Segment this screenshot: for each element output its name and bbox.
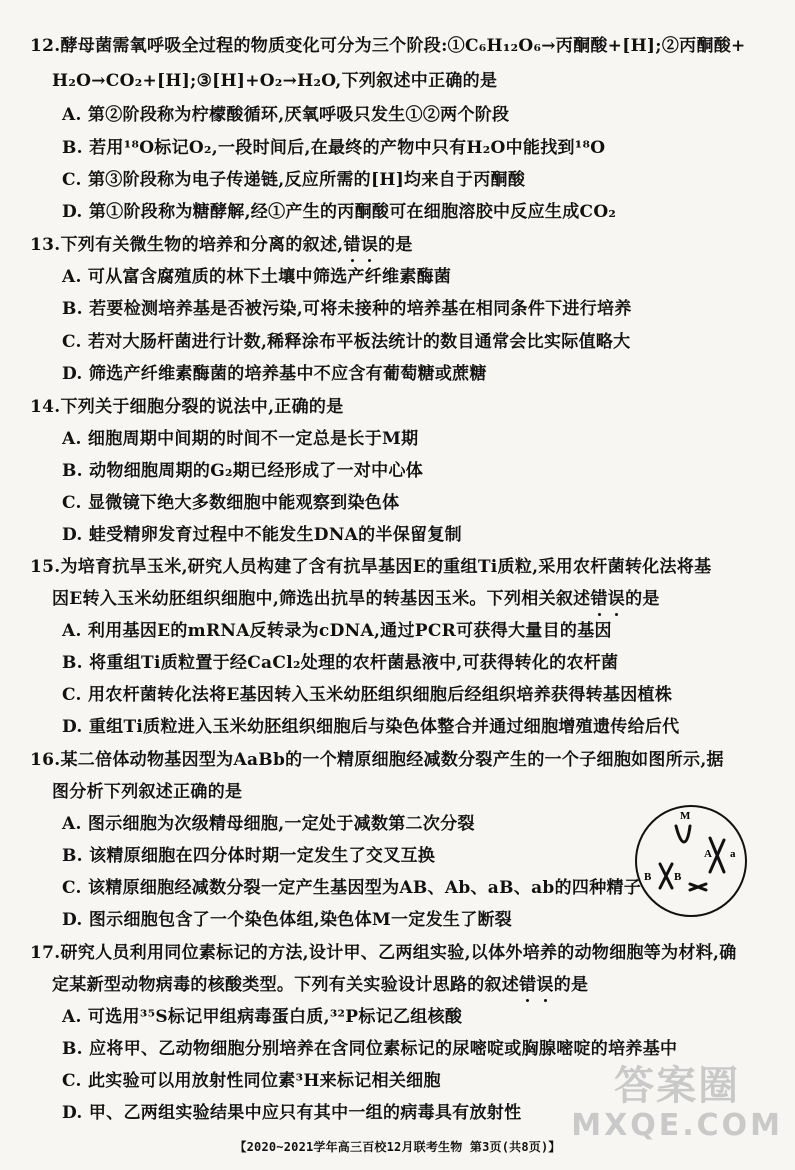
q12-stem-line2: H₂O→CO₂+[H];③[H]+O₂→H₂O,下列叙述中正确的是 [52, 71, 498, 91]
q16-option-d: D. 图示细胞包含了一个染色体组,染色体M一定发生了断裂 [62, 910, 513, 930]
q17-option-a: A. 可选用³⁵S标记甲组病毒蛋白质,³²P标记乙组核酸 [62, 1007, 463, 1027]
label-b-right: B [674, 871, 682, 883]
q13-stem-end: 的是 [378, 235, 413, 255]
q14-option-b: B. 动物细胞周期的G₂期已经形成了一对中心体 [62, 461, 424, 481]
q13-stem [30, 234, 413, 256]
cell-membrane [636, 806, 746, 916]
q17-option-c: C. 此实验可以用放射性同位素³H来标记相关细胞 [62, 1071, 441, 1091]
q13-option-a: A. 可从富含腐殖质的林下土壤中筛选产纤维素酶菌 [62, 267, 452, 287]
q12-option-c: C. 第③阶段称为电子传递链,反应所需的[H]均来自于丙酮酸 [62, 170, 526, 190]
emphasis-char: 误 [536, 975, 554, 995]
emphasis-char: 误 [360, 235, 379, 255]
label-b-left: B [644, 871, 652, 883]
q14-option-d: D. 蛙受精卵发育过程中不能发生DNA的半保留复制 [62, 525, 462, 545]
q13-option-c: C. 若对大肠杆菌进行计数,稀释涂布平板法统计的数目通常会比实际值略大 [62, 332, 631, 352]
q17-stem-end: 的是 [553, 975, 589, 995]
q15-option-a: A. 利用基因E的mRNA反转录为cDNA,通过PCR可获得大量目的基因 [62, 621, 612, 641]
q15-option-c: C. 用农杆菌转化法将E基因转入玉米幼胚组织细胞后经组织培养获得转基因植株 [62, 685, 673, 705]
q13-option-b: B. 若要检测培养基是否被污染,可将未接种的培养基在相同条件下进行培养 [62, 299, 632, 319]
watermark-logo-text: 答案圈 [614, 1063, 741, 1109]
q17-stem-line1: 17.研究人员利用同位素标记的方法,设计甲、乙两组实验,以体外培养的动物细胞等为材料,确 [30, 943, 737, 963]
q13-option-d: D. 筛选产纤维素酶菌的培养基中不应含有葡萄糖或蔗糖 [62, 364, 487, 384]
label-a-lower: a [730, 848, 736, 860]
q16-option-c: C. 该精原细胞经减数分裂一定产生基因型为AB、Ab、aB、ab的四种精子 [62, 878, 642, 898]
chromosome-m [676, 826, 690, 842]
q16-option-b: B. 该精原细胞在四分体时期一定发生了交叉互换 [62, 846, 436, 866]
q17-stem-text: 定某新型动物病毒的核酸类型。下列有关实验设计思路的叙述 [52, 975, 520, 995]
q12-stem-line1: 12.酵母菌需氧呼吸全过程的物质变化可分为三个阶段:①C₆H₁₂O₆→丙酮酸+[H];②丙酮酸+ [30, 36, 746, 56]
q14-option-a: A. 细胞周期中间期的时间不一定总是长于M期 [62, 429, 419, 449]
q12-option-b: B. 若用¹⁸O标记O₂,一段时间后,在最终的产物中只有H₂O中能找到¹⁸O [62, 138, 606, 158]
q17-option-d: D. 甲、乙两组实验结果中应只有其中一组的病毒具有放射性 [62, 1103, 522, 1123]
q14-option-c: C. 显微镜下绝大多数细胞中能观察到染色体 [62, 493, 400, 513]
label-m: M [680, 810, 691, 822]
q16-option-a: A. 图示细胞为次级精母细胞,一定处于减数第二次分裂 [62, 814, 475, 834]
q15-stem-line2 [52, 588, 660, 610]
q17-stem-line2 [52, 974, 588, 996]
q17-option-b: B. 应将甲、乙动物细胞分别培养在含同位素标记的尿嘧啶或胸腺嘧啶的培养基中 [62, 1039, 678, 1059]
emphasis-char: 错 [519, 975, 537, 995]
q15-option-b: B. 将重组Ti质粒置于经CaCl₂处理的农杆菌悬液中,可获得转化的农杆菌 [62, 653, 619, 673]
q16-stem-line1: 16.某二倍体动物基因型为AaBb的一个精原细胞经减数分裂产生的一个子细胞如图所示,据 [30, 750, 724, 770]
page-footer: 【2020~2021学年高三百校12月联考生物 第3页(共8页)】 [234, 1140, 561, 1154]
emphasis-char: 错 [343, 235, 361, 255]
q13-stem-text: 13.下列有关微生物的培养和分离的叙述, [30, 235, 344, 255]
watermark [571, 1063, 783, 1143]
cell-diagram [632, 802, 750, 920]
q14-stem: 14.下列关于细胞分裂的说法中,正确的是 [30, 397, 344, 417]
q15-stem-line1: 15.为培育抗旱玉米,研究人员构建了含有抗旱基因E的重组Ti质粒,采用农杆菌转化法将基 [30, 557, 712, 577]
label-a-upper: A [704, 848, 712, 860]
q15-stem-end: 的是 [625, 589, 660, 609]
emphasis-char: 错 [590, 589, 608, 609]
emphasis-char: 误 [607, 589, 626, 609]
q15-option-d: D. 重组Ti质粒进入玉米幼胚组织细胞后与染色体整合并通过细胞增殖遗传给后代 [62, 717, 680, 737]
q12-option-d: D. 第①阶段称为糖酵解,经①产生的丙酮酸可在细胞溶胶中反应生成CO₂ [62, 202, 617, 222]
q15-stem-text: 因E转入玉米幼胚组织细胞中,筛选出抗旱的转基因玉米。下列相关叙述 [52, 589, 591, 609]
q16-stem-line2: 图分析下列叙述正确的是 [52, 782, 243, 802]
q12-option-a: A. 第②阶段称为柠檬酸循环,厌氧呼吸只发生①②两个阶段 [62, 105, 510, 125]
watermark-site: MXQE.COM [571, 1108, 783, 1143]
